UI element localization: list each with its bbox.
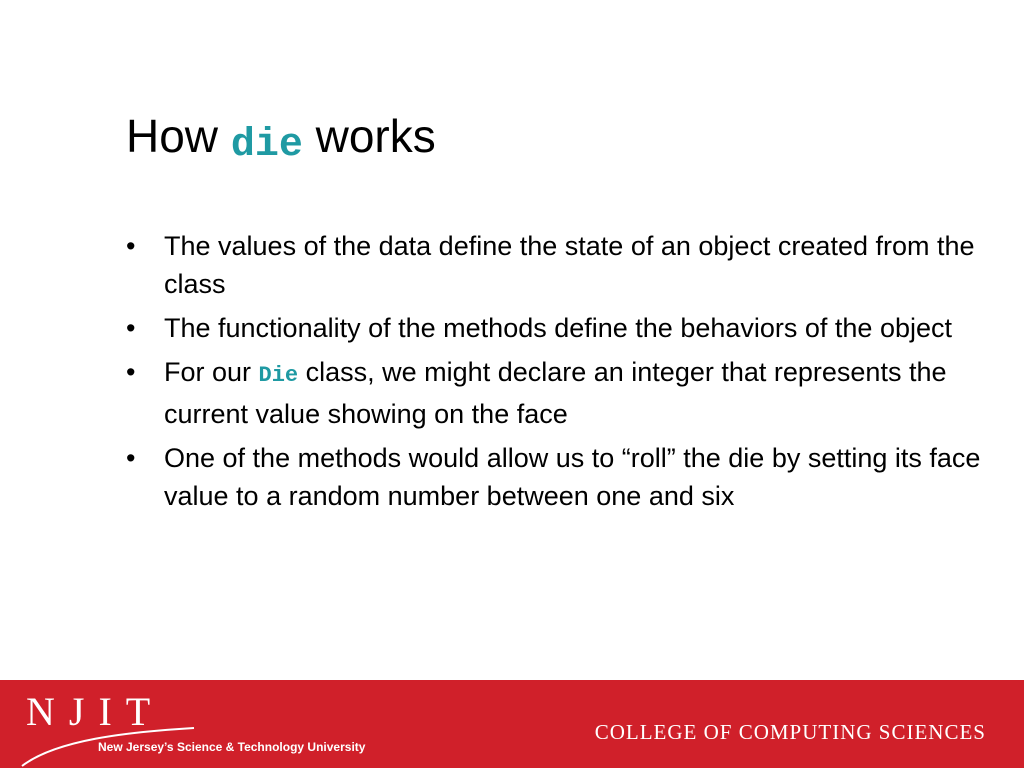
bullet-dot: • xyxy=(126,443,136,473)
title-code-word: die xyxy=(230,123,303,168)
bullet-item xyxy=(122,227,992,303)
bullet-dot: • xyxy=(126,313,136,343)
bullet-text: The values of the data define the state of an object created from the class xyxy=(164,231,975,299)
bullet-item xyxy=(122,309,992,347)
njit-logo-icon xyxy=(16,688,396,764)
bullet-text: The functionality of the methods define the behaviors of the object xyxy=(164,313,952,343)
bullet-text-before: For our xyxy=(164,357,259,387)
bullet-item xyxy=(122,439,992,515)
bullet-dot: • xyxy=(126,231,136,261)
title-text-after: works xyxy=(302,110,436,162)
bullet-list xyxy=(122,227,992,521)
logo-swoosh-icon xyxy=(16,688,396,768)
college-name: COLLEGE OF COMPUTING SCIENCES xyxy=(594,720,986,744)
bullet-text-after: class, we might declare an integer that represents the current value showing on the face xyxy=(164,357,947,429)
slide-title xyxy=(126,106,436,173)
bullet-item xyxy=(122,353,992,433)
bullet-dot: • xyxy=(126,357,136,387)
logo-tagline: New Jersey’s Science & Technology University xyxy=(98,740,366,754)
bullet-text: One of the methods would allow us to “roll” the die by setting its face value to a random number between one and six xyxy=(164,443,981,511)
footer-bar xyxy=(0,680,1024,768)
logo-letters: NJIT xyxy=(26,689,165,734)
bullet-code-word: Die xyxy=(258,363,299,388)
title-text-before: How xyxy=(126,110,231,162)
